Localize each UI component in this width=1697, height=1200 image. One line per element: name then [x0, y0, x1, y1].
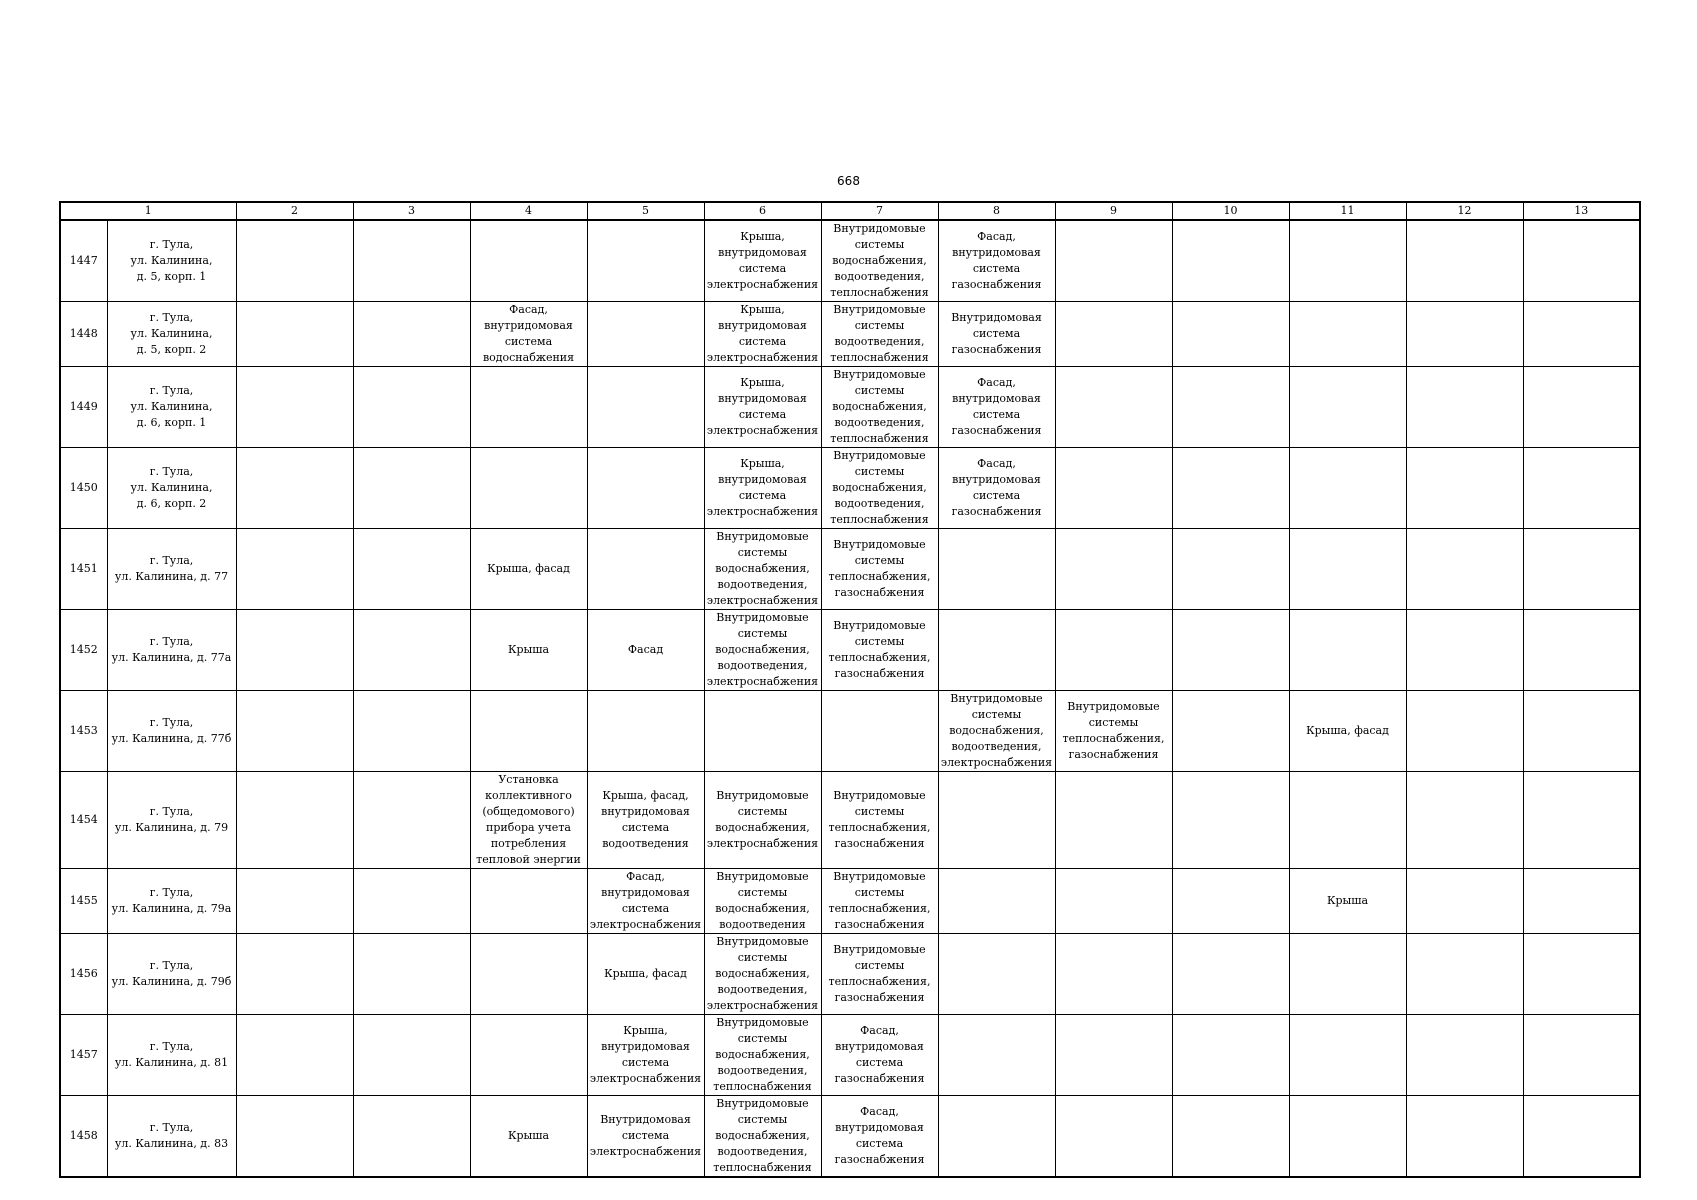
- table-cell: [1523, 610, 1640, 691]
- table-cell: [1055, 772, 1172, 869]
- column-header: 10: [1172, 202, 1289, 220]
- table-cell: [938, 934, 1055, 1015]
- table-cell: Внутридомовые системы водоснабжения, водоотведения, электроснабжения: [704, 529, 821, 610]
- address-cell: г. Тула, ул. Калинина, д. 77а: [107, 610, 236, 691]
- table-cell: [353, 529, 470, 610]
- column-header: 13: [1523, 202, 1640, 220]
- table-cell: [236, 934, 353, 1015]
- table-cell: [1172, 302, 1289, 367]
- table-cell: Крыша, внутридомовая система электроснабжения: [704, 367, 821, 448]
- table-cell: [1172, 1015, 1289, 1096]
- table-cell: [1523, 220, 1640, 302]
- table-cell: Внутридомовые системы водоснабжения, водоотведения, теплоснабжения: [821, 448, 938, 529]
- row-number: 1453: [60, 691, 107, 772]
- row-number: 1456: [60, 934, 107, 1015]
- table-cell: Внутридомовые системы водоснабжения, водоотведения, теплоснабжения: [821, 220, 938, 302]
- address-cell: г. Тула, ул. Калинина, д. 77б: [107, 691, 236, 772]
- table-cell: [1406, 772, 1523, 869]
- table-cell: [1289, 610, 1406, 691]
- table-cell: [587, 302, 704, 367]
- column-header: 1: [60, 202, 236, 220]
- column-header: 5: [587, 202, 704, 220]
- table-row: [60, 529, 1640, 610]
- column-header: 4: [470, 202, 587, 220]
- table-cell: [821, 691, 938, 772]
- column-header: 8: [938, 202, 1055, 220]
- table-cell: [1406, 691, 1523, 772]
- table-cell: [1523, 448, 1640, 529]
- row-number: 1447: [60, 220, 107, 302]
- table-cell: Внутридомовые системы водоснабжения, водоотведения, электроснабжения: [704, 934, 821, 1015]
- table-cell: [353, 610, 470, 691]
- table-cell: [1406, 1015, 1523, 1096]
- table-cell: [353, 302, 470, 367]
- table-cell: [353, 869, 470, 934]
- table-row: [60, 772, 1640, 869]
- table-cell: [1289, 529, 1406, 610]
- column-header: 12: [1406, 202, 1523, 220]
- table-cell: Фасад, внутридомовая система газоснабжения: [821, 1015, 938, 1096]
- row-number: 1455: [60, 869, 107, 934]
- table-cell: [1523, 367, 1640, 448]
- document-table: [59, 201, 1641, 1178]
- table-cell: Внутридомовые системы теплоснабжения, газоснабжения: [821, 610, 938, 691]
- column-header: 2: [236, 202, 353, 220]
- table-row: [60, 1096, 1640, 1178]
- table-cell: Внутридомовые системы водоснабжения, водоотведения, теплоснабжения: [704, 1015, 821, 1096]
- table-cell: [1172, 772, 1289, 869]
- column-header: 7: [821, 202, 938, 220]
- table-cell: [353, 448, 470, 529]
- table-cell: [353, 367, 470, 448]
- table-cell: [938, 869, 1055, 934]
- table-cell: [1406, 1096, 1523, 1178]
- column-header: 11: [1289, 202, 1406, 220]
- table-cell: Внутридомовая система газоснабжения: [938, 302, 1055, 367]
- table-cell: [1172, 529, 1289, 610]
- row-number: 1449: [60, 367, 107, 448]
- table-cell: Крыша, внутридомовая система электроснабжения: [704, 220, 821, 302]
- table-cell: Крыша, фасад, внутридомовая система водоотведения: [587, 772, 704, 869]
- address-cell: г. Тула, ул. Калинина, д. 79б: [107, 934, 236, 1015]
- table-row: [60, 302, 1640, 367]
- table-cell: [1289, 302, 1406, 367]
- row-number: 1454: [60, 772, 107, 869]
- table-cell: [1289, 772, 1406, 869]
- table-cell: [1406, 934, 1523, 1015]
- table-cell: [587, 448, 704, 529]
- table-cell: [470, 448, 587, 529]
- table-cell: Крыша, внутридомовая система электроснабжения: [704, 302, 821, 367]
- table-cell: Внутридомовая система электроснабжения: [587, 1096, 704, 1178]
- table-cell: Крыша, внутридомовая система электроснабжения: [587, 1015, 704, 1096]
- table-cell: Фасад, внутридомовая система газоснабжения: [938, 448, 1055, 529]
- table-cell: [1172, 934, 1289, 1015]
- table-cell: [236, 610, 353, 691]
- address-cell: г. Тула, ул. Калинина, д. 79: [107, 772, 236, 869]
- table-cell: Внутридомовые системы теплоснабжения, газоснабжения: [821, 772, 938, 869]
- table-row: [60, 220, 1640, 302]
- row-number: 1448: [60, 302, 107, 367]
- address-cell: г. Тула, ул. Калинина, д. 6, корп. 1: [107, 367, 236, 448]
- table-cell: Крыша, фасад: [1289, 691, 1406, 772]
- table-cell: [587, 691, 704, 772]
- table-cell: [938, 1015, 1055, 1096]
- column-header-row: [60, 202, 1640, 220]
- table-cell: [470, 220, 587, 302]
- table-cell: [1406, 529, 1523, 610]
- address-cell: г. Тула, ул. Калинина, д. 77: [107, 529, 236, 610]
- table-cell: [1289, 1015, 1406, 1096]
- table-cell: [1406, 367, 1523, 448]
- table-cell: [236, 691, 353, 772]
- table-row: [60, 367, 1640, 448]
- table-cell: [1289, 934, 1406, 1015]
- table-cell: [470, 1015, 587, 1096]
- table-cell: [236, 772, 353, 869]
- table-cell: Внутридомовые системы теплоснабжения, газоснабжения: [821, 529, 938, 610]
- table-cell: Внутридомовые системы водоотведения, теплоснабжения: [821, 302, 938, 367]
- table-cell: [1406, 448, 1523, 529]
- table-cell: Крыша: [470, 610, 587, 691]
- table-cell: Внутридомовые системы водоснабжения, водоотведения, электроснабжения: [704, 610, 821, 691]
- table-cell: [236, 220, 353, 302]
- table-cell: [1523, 1015, 1640, 1096]
- table-cell: [1172, 1096, 1289, 1178]
- table-cell: [1055, 448, 1172, 529]
- table-cell: [1523, 1096, 1640, 1178]
- table-cell: [1172, 869, 1289, 934]
- table-cell: [587, 220, 704, 302]
- table-cell: [353, 220, 470, 302]
- table-cell: [236, 529, 353, 610]
- table-cell: [1055, 220, 1172, 302]
- table-cell: [1055, 869, 1172, 934]
- address-cell: г. Тула, ул. Калинина, д. 6, корп. 2: [107, 448, 236, 529]
- table-cell: [353, 934, 470, 1015]
- table-cell: [1055, 610, 1172, 691]
- table-row: [60, 934, 1640, 1015]
- table-cell: Внутридомовые системы водоснабжения, электроснабжения: [704, 772, 821, 869]
- address-cell: г. Тула, ул. Калинина, д. 81: [107, 1015, 236, 1096]
- table-cell: [1172, 448, 1289, 529]
- row-number: 1450: [60, 448, 107, 529]
- table-cell: Внутридомовые системы водоснабжения, водоотведения: [704, 869, 821, 934]
- table-cell: [938, 1096, 1055, 1178]
- table-cell: [1055, 529, 1172, 610]
- table-row: [60, 610, 1640, 691]
- column-header: 9: [1055, 202, 1172, 220]
- table-cell: [470, 691, 587, 772]
- table-cell: Внутридомовые системы теплоснабжения, газоснабжения: [821, 869, 938, 934]
- table-cell: [704, 691, 821, 772]
- table-cell: [1406, 220, 1523, 302]
- table-cell: Фасад, внутридомовая система водоснабжения: [470, 302, 587, 367]
- table-cell: [353, 1096, 470, 1178]
- table-cell: [1523, 529, 1640, 610]
- table-body: [60, 220, 1640, 1177]
- table-row: [60, 869, 1640, 934]
- table-cell: Фасад, внутридомовая система газоснабжения: [938, 367, 1055, 448]
- table-cell: Внутридомовые системы теплоснабжения, газоснабжения: [1055, 691, 1172, 772]
- table-cell: Внутридомовые системы теплоснабжения, газоснабжения: [821, 934, 938, 1015]
- column-header: 3: [353, 202, 470, 220]
- row-number: 1457: [60, 1015, 107, 1096]
- table-cell: [353, 772, 470, 869]
- table-cell: [470, 367, 587, 448]
- table-cell: [470, 869, 587, 934]
- table-row: [60, 448, 1640, 529]
- table-cell: [1289, 448, 1406, 529]
- row-number: 1458: [60, 1096, 107, 1178]
- table-cell: [236, 869, 353, 934]
- table-cell: [1055, 934, 1172, 1015]
- table-cell: [1523, 691, 1640, 772]
- table-cell: Крыша, внутридомовая система электроснабжения: [704, 448, 821, 529]
- table-cell: Установка коллективного (общедомового) прибора учета потребления тепловой энергии: [470, 772, 587, 869]
- table-row: [60, 1015, 1640, 1096]
- table-cell: Крыша, фасад: [587, 934, 704, 1015]
- table-cell: [1289, 367, 1406, 448]
- table-row: [60, 691, 1640, 772]
- table-cell: [1172, 367, 1289, 448]
- table-cell: [236, 1015, 353, 1096]
- table-cell: [470, 934, 587, 1015]
- table-cell: [938, 772, 1055, 869]
- table-cell: [1055, 1096, 1172, 1178]
- table-cell: [1289, 1096, 1406, 1178]
- address-cell: г. Тула, ул. Калинина, д. 5, корп. 2: [107, 302, 236, 367]
- table-cell: Фасад: [587, 610, 704, 691]
- table-cell: [236, 302, 353, 367]
- table-cell: [236, 367, 353, 448]
- table-cell: Крыша: [1289, 869, 1406, 934]
- row-number: 1451: [60, 529, 107, 610]
- table-cell: [1055, 302, 1172, 367]
- table-cell: Внутридомовые системы водоснабжения, водоотведения, теплоснабжения: [821, 367, 938, 448]
- table-cell: [587, 529, 704, 610]
- table-cell: [1406, 610, 1523, 691]
- table-cell: [353, 691, 470, 772]
- table-cell: [236, 448, 353, 529]
- table-cell: [1172, 691, 1289, 772]
- table-cell: Внутридомовые системы водоснабжения, водоотведения, электроснабжения: [938, 691, 1055, 772]
- table-cell: Крыша, фасад: [470, 529, 587, 610]
- table-cell: [1055, 367, 1172, 448]
- table-cell: [1406, 302, 1523, 367]
- address-cell: г. Тула, ул. Калинина, д. 79а: [107, 869, 236, 934]
- table-cell: Фасад, внутридомовая система газоснабжения: [938, 220, 1055, 302]
- table-cell: Фасад, внутридомовая система газоснабжения: [821, 1096, 938, 1178]
- page-number: 668: [837, 174, 860, 188]
- table-cell: [587, 367, 704, 448]
- table-cell: [1523, 772, 1640, 869]
- address-cell: г. Тула, ул. Калинина, д. 5, корп. 1: [107, 220, 236, 302]
- table-cell: [938, 529, 1055, 610]
- row-number: 1452: [60, 610, 107, 691]
- table-cell: [236, 1096, 353, 1178]
- table-cell: [1172, 610, 1289, 691]
- table-cell: Крыша: [470, 1096, 587, 1178]
- table-cell: Фасад, внутридомовая система электроснабжения: [587, 869, 704, 934]
- table-cell: [1523, 869, 1640, 934]
- table-cell: [938, 610, 1055, 691]
- column-header: 6: [704, 202, 821, 220]
- table-cell: [1523, 302, 1640, 367]
- table-cell: [1289, 220, 1406, 302]
- table-cell: Внутридомовые системы водоснабжения, водоотведения, теплоснабжения: [704, 1096, 821, 1178]
- table-cell: [1523, 934, 1640, 1015]
- table-cell: [1172, 220, 1289, 302]
- table-cell: [1406, 869, 1523, 934]
- table-cell: [1055, 1015, 1172, 1096]
- address-cell: г. Тула, ул. Калинина, д. 83: [107, 1096, 236, 1178]
- table-cell: [353, 1015, 470, 1096]
